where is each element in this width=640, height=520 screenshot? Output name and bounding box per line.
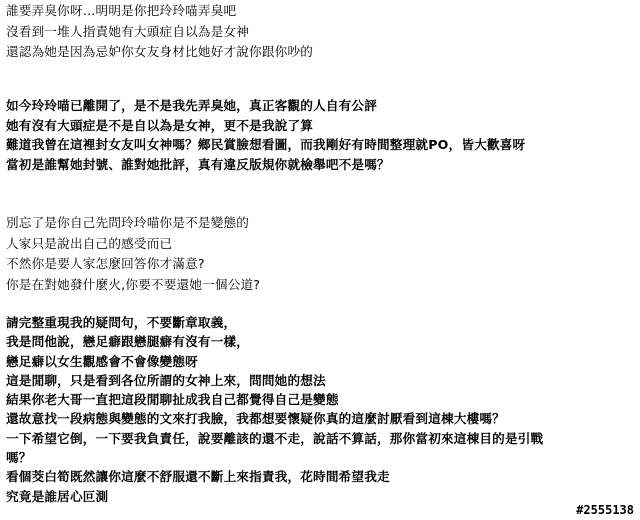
text-line: 如今玲玲喵已離開了，是不是我先弄臭她，真正客觀的人自有公評 xyxy=(6,98,378,113)
post-id-watermark: #2555138 xyxy=(576,503,634,517)
text-line: 結果你老大哥一直把這段閒聊扯成我自己都覺得自己是變態 xyxy=(6,392,339,408)
text-line: 她有沒有大頭症是不是自以為是女神，更不是我說了算 xyxy=(6,117,314,133)
text-line: 當初是誰幫她封號、誰對她批評，真有違反版規你就檢舉吧不是嗎？ xyxy=(6,156,390,172)
paragraph-1 xyxy=(6,1,634,63)
text-line: 還認為她是因為忌妒你女友身材比她好才說你跟你吵的 xyxy=(6,44,314,59)
text-line: 別忘了是你自己先問玲玲喵你是不是變態的 xyxy=(6,215,250,230)
text-line: 人家只是說出自己的感受而已 xyxy=(6,235,173,251)
text-line: 嗎？ xyxy=(6,450,32,466)
text-line: 還故意找一段病態與變態的文來打我臉，我都想要懷疑你真的這麼討厭看到這棟大樓嗎？ xyxy=(6,411,505,427)
text-line: 究竟是誰居心叵測 xyxy=(6,488,109,504)
paragraph-4 xyxy=(6,313,634,506)
text-line: 我是問他說，戀足癖跟戀腿癖有沒有一樣， xyxy=(6,334,250,350)
text-line: 戀足癖以女生觀感會不會像變態呀 xyxy=(6,353,198,369)
paragraph-2 xyxy=(6,96,634,174)
text-line: 這是閒聊，只是看到各位所謂的女神上來，問問她的想法 xyxy=(6,372,326,388)
text-line: 不然你是要人家怎麼回答你才滿意? xyxy=(6,256,205,271)
text-line: 看個茭白筍既然讓你這麼不舒服還不斷上來指責我，花時間希望我走 xyxy=(6,469,390,485)
paragraph-3 xyxy=(6,213,634,295)
text-line: 誰要弄臭你呀…明明是你把玲玲喵弄臭吧 xyxy=(6,3,237,18)
text-line: 難道我曾在這裡封女友叫女神嗎？鄉民賞臉想看圖，而我剛好有時間整理就PO，皆大歡喜呀 xyxy=(6,137,526,152)
text-line: 沒看到一堆人指責她有大頭症自以為是女神 xyxy=(6,23,250,39)
text-line: 你是在對她發什麼火,你要不要還她一個公道? xyxy=(6,276,261,292)
text-line: 請完整重現我的疑問句，不要斷章取義， xyxy=(6,315,237,330)
text-line: 一下希望它倒，一下要我負責任，說要離該的還不走，說話不算話，那你當初來這棟目的是引戰 xyxy=(6,430,544,446)
